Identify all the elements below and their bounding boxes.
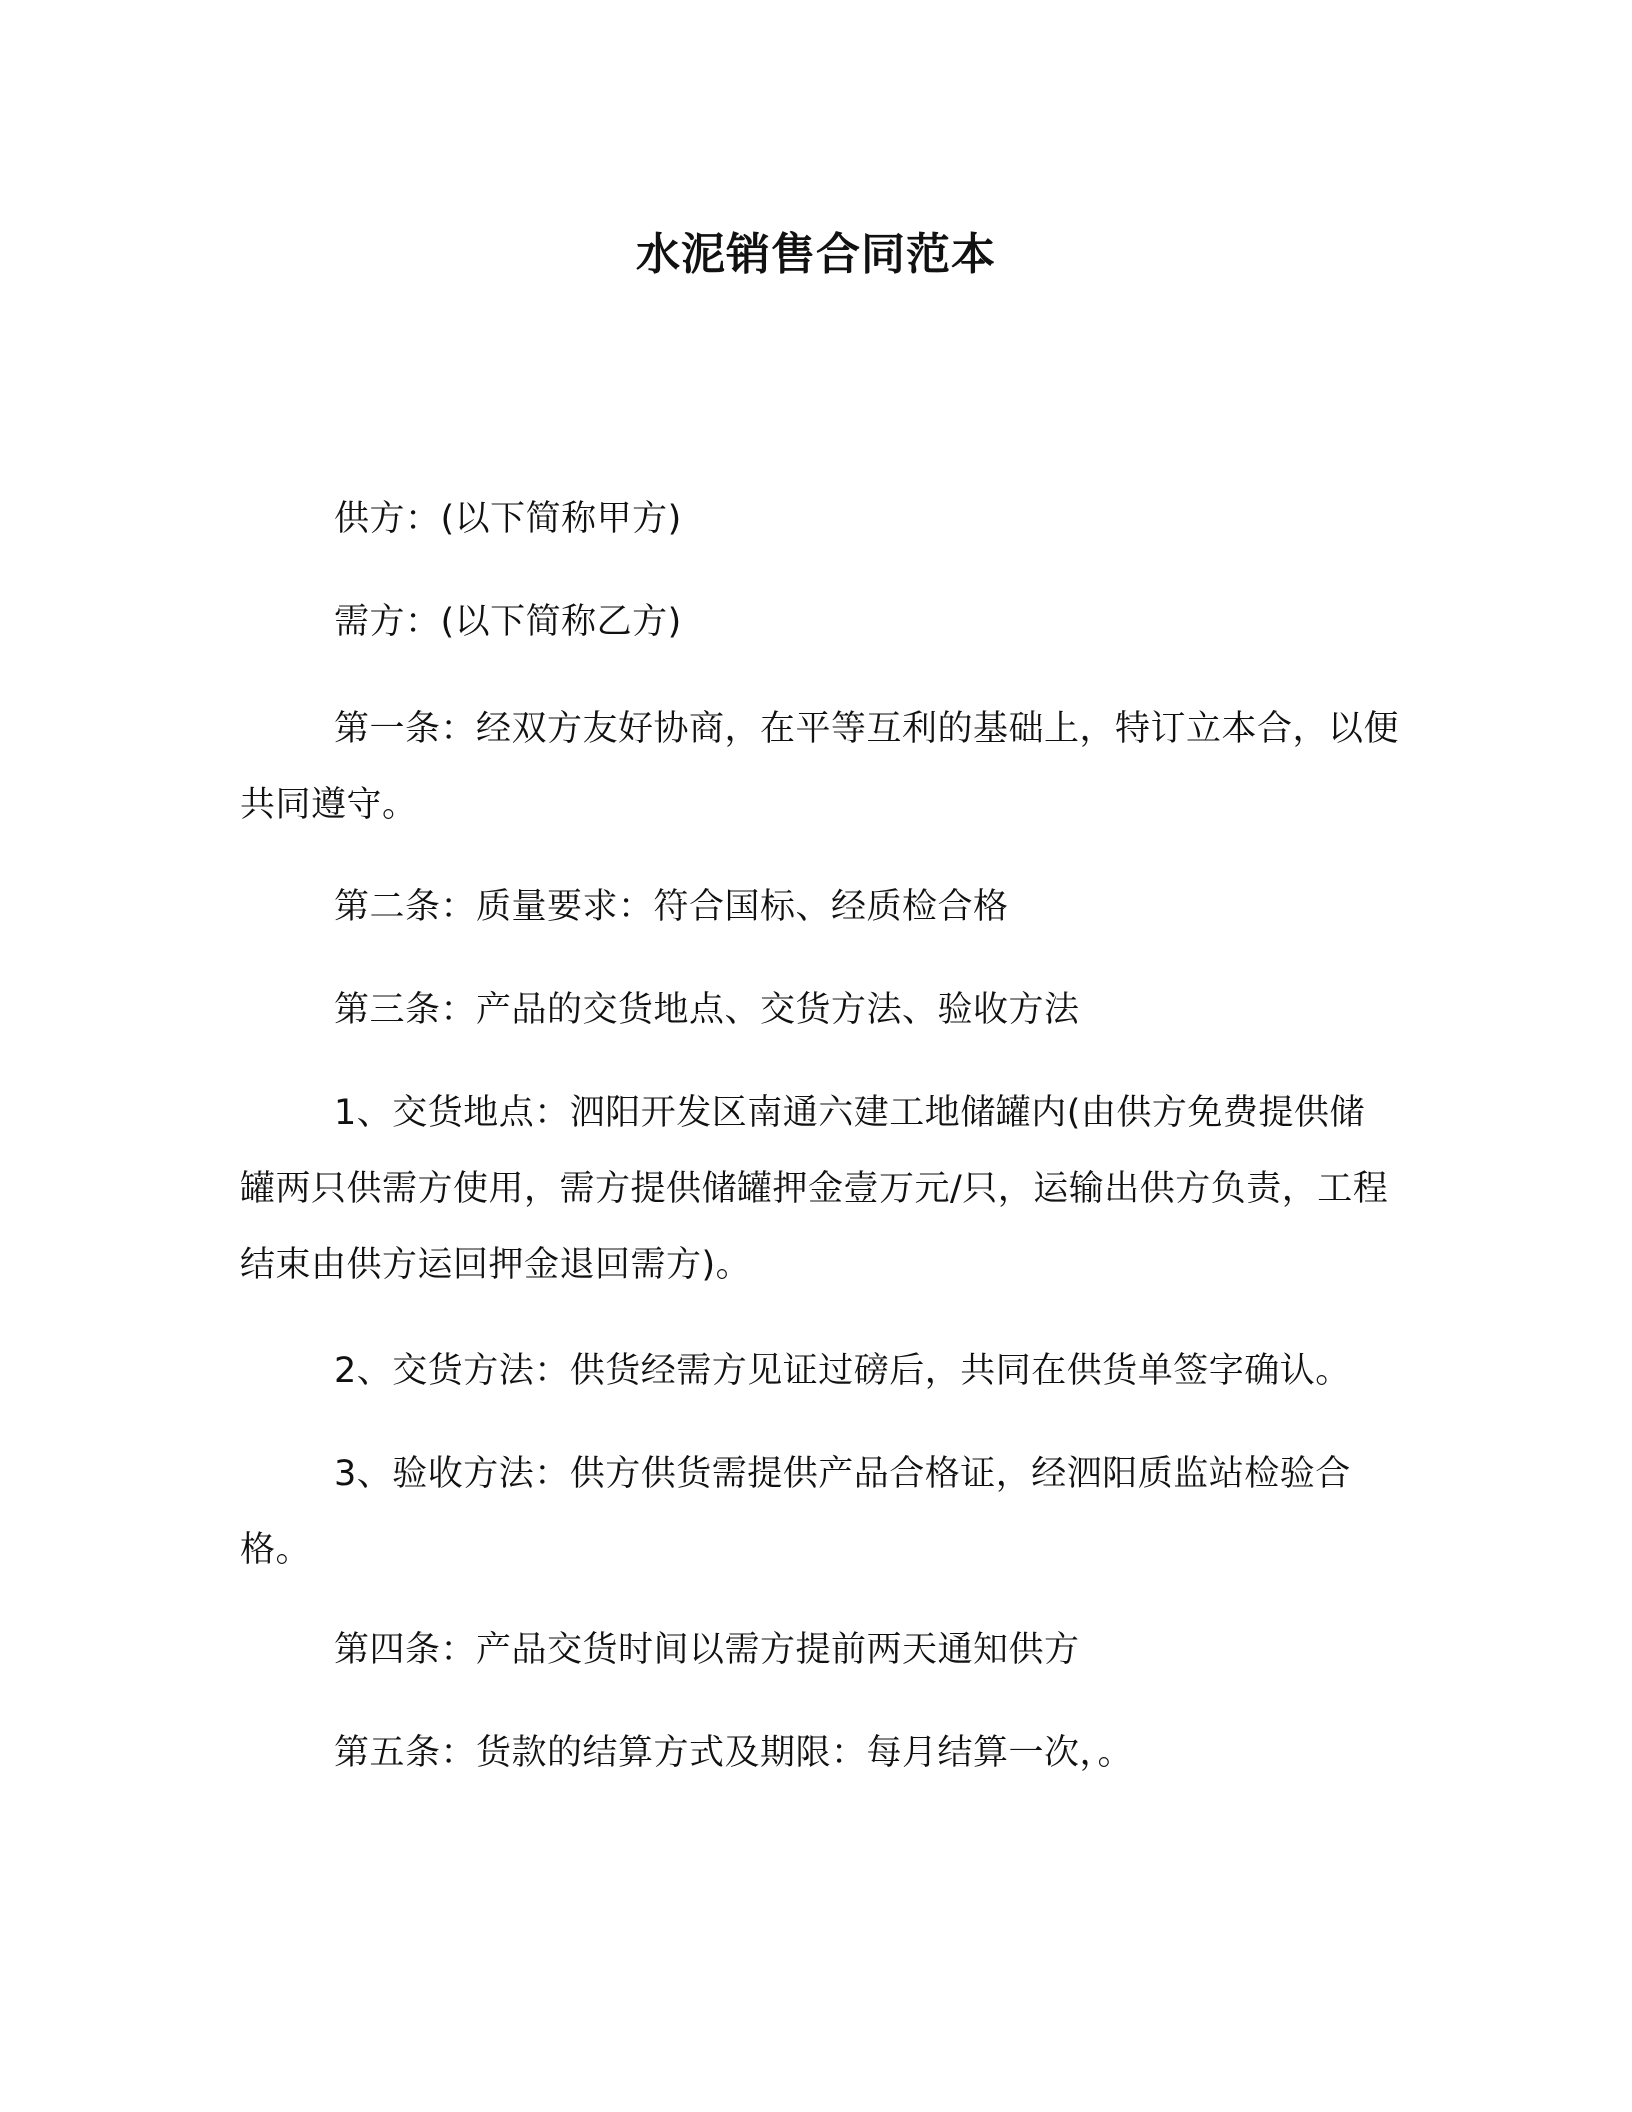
paragraph-acceptance-method: 3、验收方法：供方供货需提供产品合格证，经泗阳质监站检验合格。: [240, 1454, 1351, 1570]
paragraph-buyer: 需方：(以下简称乙方): [334, 602, 682, 642]
paragraph-delivery-method: 2、交货方法：供货经需方见证过磅后，共同在供货单签字确认。: [334, 1351, 1351, 1391]
paragraph-delivery-location: 1、交货地点：泗阳开发区南通六建工地储罐内(由供方免费提供储罐两只供需方使用，需方提供储罐押金壹万元/只，运输出供方负责，工程结束由供方运回押金退回需方)。: [240, 1093, 1389, 1285]
paragraph-article-3: 第三条：产品的交货地点、交货方法、验收方法: [334, 990, 1080, 1030]
paragraph-article-4: 第四条：产品交货时间以需方提前两天通知供方: [334, 1630, 1080, 1670]
paragraph-article-2: 第二条：质量要求：符合国标、经质检合格: [334, 887, 1009, 927]
paragraph-supplier: 供方：(以下简称甲方): [334, 499, 682, 539]
paragraph-article-1: 第一条：经双方友好协商，在平等互利的基础上，特订立本合，以便共同遵守。: [240, 709, 1400, 825]
paragraph-article-5: 第五条：货款的结算方式及期限：每月结算一次，。: [334, 1733, 1134, 1773]
document-title: 水泥销售合同范本: [636, 229, 996, 280]
